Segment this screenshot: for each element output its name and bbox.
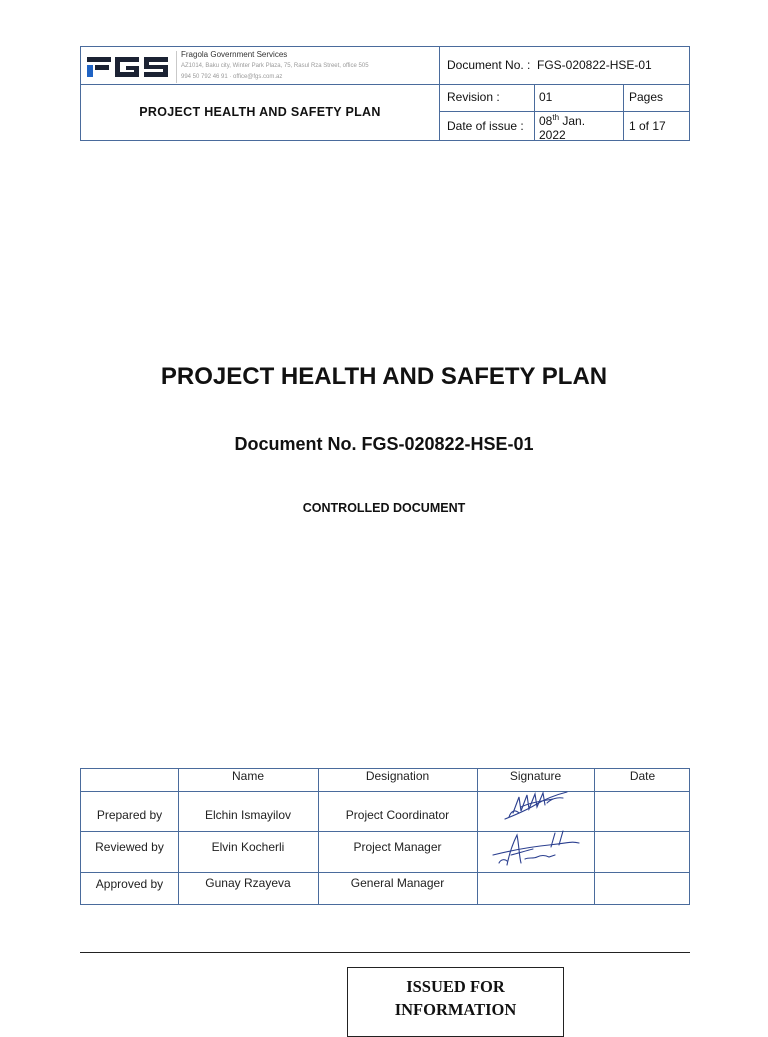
signature-prepared-by-icon	[501, 789, 571, 825]
stamp-line-2: INFORMATION	[394, 1000, 517, 1019]
row-name: Gunay Rzayeva	[205, 876, 291, 890]
row-role: Prepared by	[96, 808, 163, 822]
table-divider	[594, 769, 595, 904]
row-role: Reviewed by	[95, 840, 164, 854]
row-designation: Project Manager	[353, 840, 442, 854]
signature-reviewed-by-icon	[489, 829, 581, 871]
controlled-document-label: CONTROLLED DOCUMENT	[302, 501, 466, 515]
main-title: PROJECT HEALTH AND SAFETY PLAN	[160, 363, 608, 390]
document-no-label: Document No. :	[447, 58, 531, 72]
column-header-signature: Signature	[509, 769, 562, 783]
header-title: PROJECT HEALTH AND SAFETY PLAN	[139, 105, 381, 119]
pages-value: 1 of 17	[629, 119, 666, 133]
row-designation: General Manager	[350, 876, 445, 890]
issued-for-information-stamp	[347, 967, 564, 1037]
row-name: Elchin Ismayilov	[204, 808, 292, 822]
column-header-date: Date	[629, 769, 656, 783]
pages-label: Pages	[629, 90, 664, 104]
header-divider	[81, 84, 689, 85]
date-label: Date of issue :	[447, 119, 524, 133]
date-suffix: th	[552, 113, 560, 122]
document-header	[80, 46, 690, 141]
date-value	[539, 111, 585, 142]
table-divider	[81, 791, 689, 792]
company-contact: 994 50 792 46 91 · office@fgs.com.az	[181, 74, 283, 80]
table-divider	[81, 872, 689, 873]
stamp-line-1: ISSUED FOR	[406, 977, 505, 996]
company-address: AZ1014, Baku city, Winter Park Plaza, 75, Rasul Rza Street, office 505	[181, 63, 369, 69]
column-header-name: Name	[231, 769, 264, 783]
row-name: Elvin Kocherli	[211, 840, 285, 854]
table-divider	[477, 769, 478, 904]
revision-value: 01	[539, 90, 553, 104]
header-divider	[623, 84, 624, 140]
header-divider	[439, 47, 440, 140]
date-month: Jan.	[562, 114, 586, 128]
approval-table	[80, 768, 690, 905]
logo-separator	[176, 51, 177, 83]
table-divider	[81, 831, 689, 832]
fgs-logo-icon	[87, 53, 169, 81]
date-year: 2022	[539, 128, 566, 142]
column-header-designation: Designation	[365, 769, 430, 783]
header-divider	[534, 84, 535, 140]
footer-rule	[80, 952, 690, 953]
revision-label: Revision :	[447, 90, 500, 104]
document-number: Document No. FGS-020822-HSE-01	[234, 434, 534, 454]
row-designation: Project Coordinator	[345, 808, 450, 822]
date-day: 08	[539, 114, 553, 128]
document-no-value: FGS-020822-HSE-01	[537, 58, 652, 72]
company-name: Fragola Government Services	[181, 50, 288, 59]
row-role: Approved by	[95, 877, 164, 891]
